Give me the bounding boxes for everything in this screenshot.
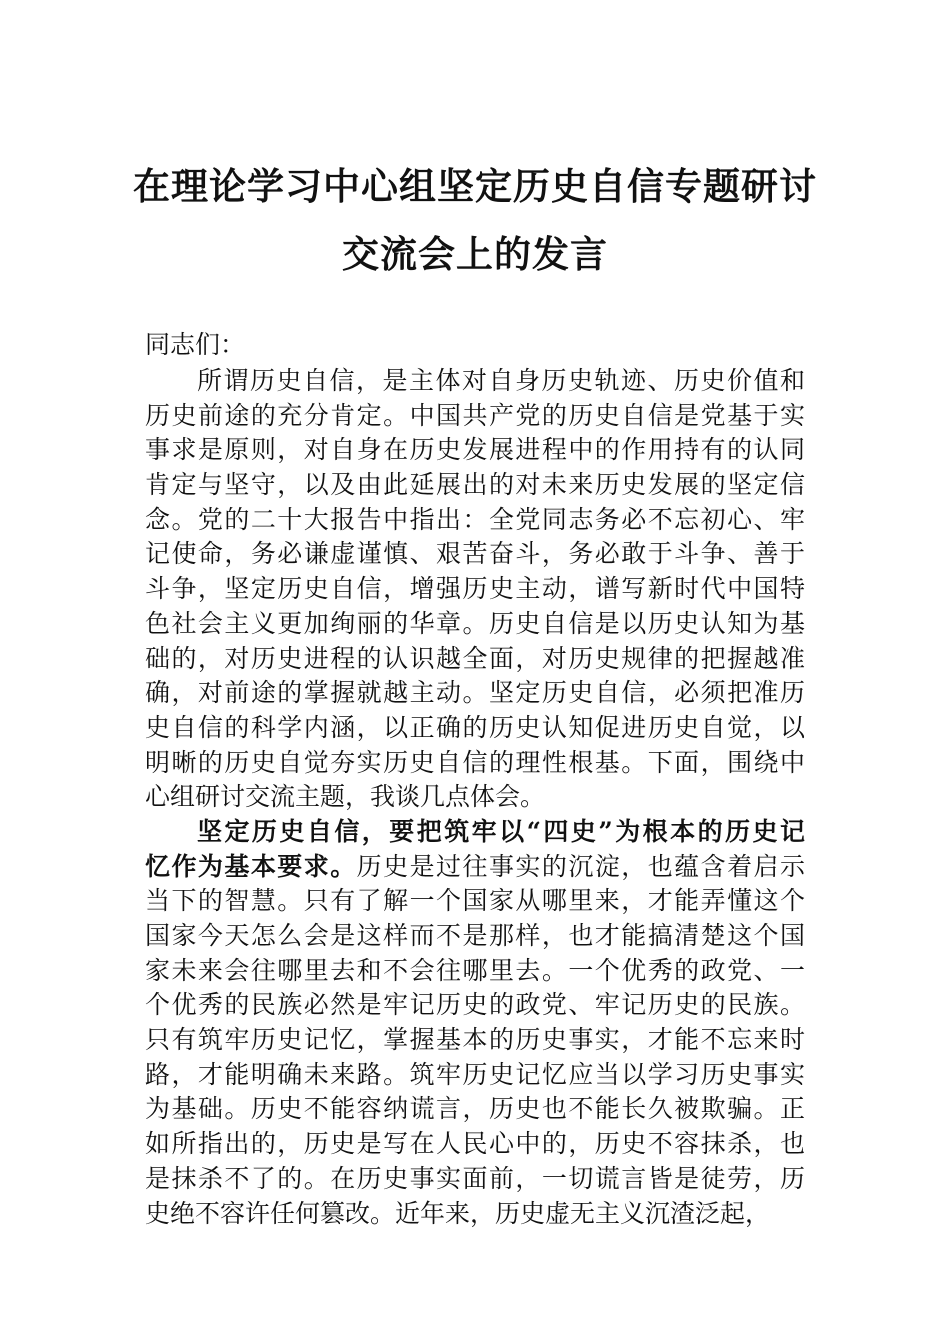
paragraph-line: 心组研讨交流主题，我谈几点体会。 bbox=[145, 782, 546, 812]
paragraph-line: 只有筑牢历史记忆，掌握基本的历史事实，才能不忘来时 bbox=[145, 1025, 805, 1055]
paragraph-line: 斗争，坚定历史自信，增强历史主动，谱写新时代中国特 bbox=[145, 574, 805, 604]
paragraph-line: 肯定与坚守，以及由此延展出的对未来历史发展的坚定信 bbox=[145, 470, 805, 500]
paragraph-line: 路，才能明确未来路。筑牢历史记忆应当以学习历史事实 bbox=[145, 1059, 805, 1089]
paragraph-line: 确，对前途的掌握就越主动。坚定历史自信，必须把准历 bbox=[145, 678, 805, 708]
paragraph-line: 当下的智慧。只有了解一个国家从哪里来，才能弄懂这个 bbox=[145, 886, 805, 916]
paragraph-1 bbox=[145, 364, 805, 815]
document-title-line-2: 交流会上的发言 bbox=[342, 232, 608, 276]
paragraph-heading-end: 忆作为基本要求。 bbox=[145, 851, 357, 881]
paragraph-line: 为基础。历史不能容纳谎言，历史也不能长久被欺骗。正 bbox=[145, 1094, 805, 1124]
paragraph-line: 明晰的历史自觉夯实历史自信的理性根基。下面，围绕中 bbox=[145, 747, 805, 777]
paragraph-line: 如所指出的，历史是写在人民心中的，历史不容抹杀，也 bbox=[145, 1129, 805, 1159]
paragraph-text: 历史是过往事实的沉淀，也蕴含着启示 bbox=[356, 851, 805, 881]
paragraph-line: 史自信的科学内涵，以正确的历史认知促进历史自觉，以 bbox=[145, 712, 805, 742]
document-title-line-1: 在理论学习中心组坚定历史自信专题研讨 bbox=[133, 164, 817, 208]
paragraph-line: 个优秀的民族必然是牢记历史的政党、牢记历史的民族。 bbox=[145, 990, 805, 1020]
paragraph-line: 史绝不容许任何篡改。近年来，历史虚无主义沉渣泛起， bbox=[145, 1198, 771, 1228]
document-body bbox=[145, 364, 805, 1231]
paragraph-line bbox=[145, 850, 805, 885]
paragraph-line: 事求是原则，对自身在历史发展进程中的作用持有的认同 bbox=[145, 435, 805, 465]
paragraph-line: 国家今天怎么会是这样而不是那样，也才能搞清楚这个国 bbox=[145, 921, 805, 950]
paragraph-line: 础的，对历史进程的认识越全面，对历史规律的把握越准 bbox=[145, 643, 805, 673]
paragraph-line: 念。党的二十大报告中指出：全党同志务必不忘初心、牢 bbox=[145, 504, 805, 534]
paragraph-line: 记使命，务必谦虚谨慎、艰苦奋斗，务必敢于斗争、善于 bbox=[145, 539, 805, 569]
paragraph-line: 是抹杀不了的。在历史事实面前，一切谎言皆是徒劳，历 bbox=[145, 1163, 805, 1193]
paragraph-2 bbox=[145, 815, 805, 1231]
paragraph-line: 家未来会往哪里去和不会往哪里去。一个优秀的政党、一 bbox=[145, 955, 805, 985]
salutation: 同志们： bbox=[145, 330, 246, 359]
paragraph-line: 历史前途的充分肯定。中国共产党的历史自信是党基于实 bbox=[145, 400, 805, 430]
paragraph-heading-line: 坚定历史自信，要把筑牢以“四史”为根本的历史记 bbox=[197, 816, 805, 846]
paragraph-line: 色社会主义更加绚丽的华章。历史自信是以历史认知为基 bbox=[145, 608, 805, 638]
paragraph-line: 所谓历史自信，是主体对自身历史轨迹、历史价值和 bbox=[197, 366, 805, 395]
